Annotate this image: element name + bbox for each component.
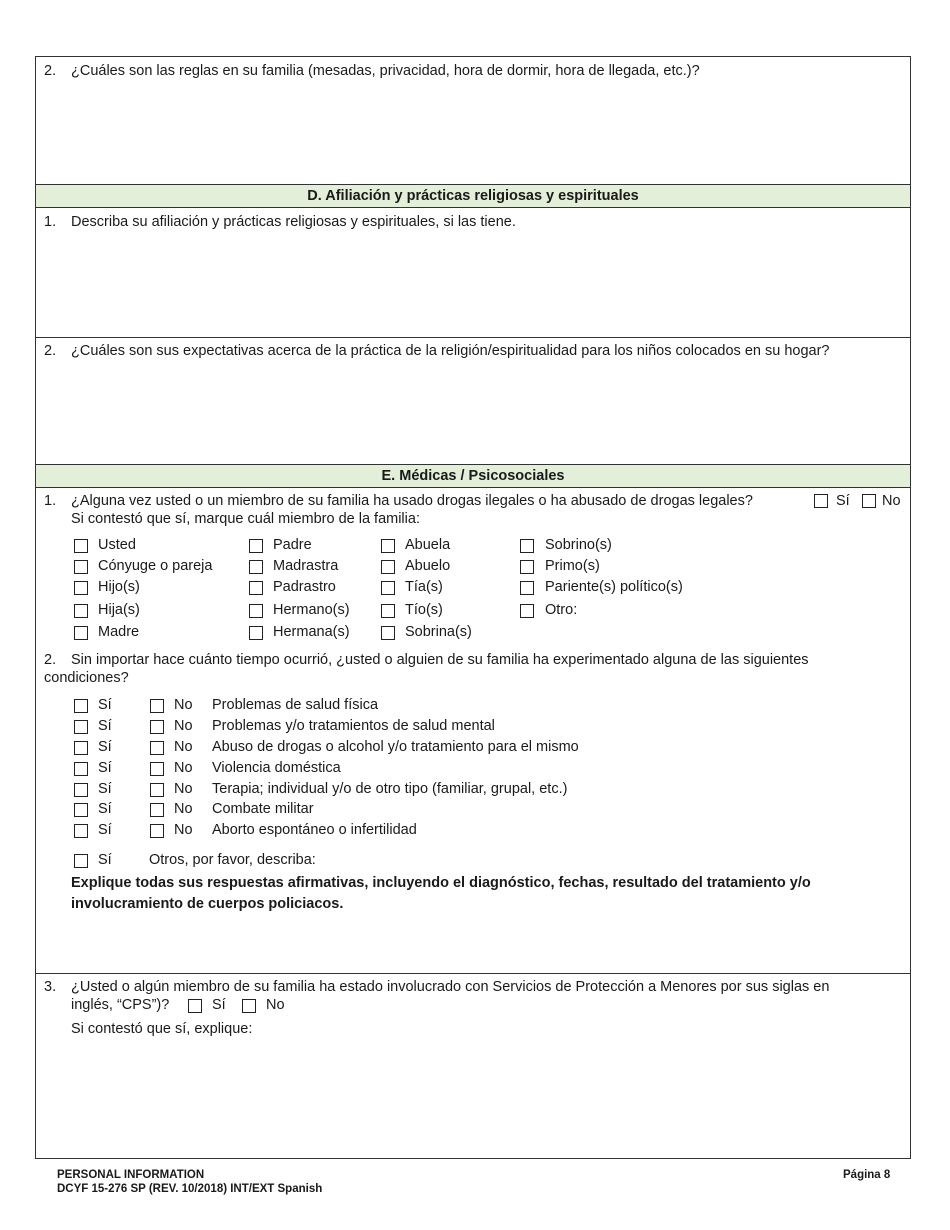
member-checkbox-usted[interactable] [74,539,88,553]
yes-label: Sí [98,697,112,713]
condition-no-checkbox[interactable] [150,699,164,713]
question-family-rules: ¿Cuáles son las reglas en su familia (mesadas, privacidad, hora de dormir, hora de llegada, etc.)? [71,63,700,79]
answer-area-family-rules[interactable] [44,85,902,181]
member-label: Sobrina(s) [405,624,472,640]
member-label: Cónyuge o pareja [98,558,213,574]
condition-yes-checkbox[interactable] [74,783,88,797]
question-conditions-line2: condiciones? [44,670,129,686]
member-label: Madrastra [273,558,339,574]
member-checkbox-parientes-politicos[interactable] [520,581,534,595]
section-d-header: D. Afiliación y prácticas religiosas y espirituales [36,184,910,208]
condition-yes-checkbox[interactable] [74,720,88,734]
yes-label: Sí [98,852,112,868]
member-checkbox-madrastra[interactable] [249,560,263,574]
condition-yes-checkbox[interactable] [74,803,88,817]
divider [36,973,910,974]
condition-label: Problemas y/o tratamientos de salud mental [212,718,495,734]
member-label: Tía(s) [405,579,443,595]
no-label: No [174,718,193,734]
yes-label: Sí [98,760,112,776]
member-checkbox-hijos[interactable] [74,581,88,595]
condition-no-checkbox[interactable] [150,824,164,838]
no-label: No [266,997,285,1013]
answer-area-conditions[interactable] [44,917,902,969]
member-label: Madre [98,624,140,640]
member-label: Pariente(s) político(s) [545,579,683,595]
member-checkbox-tias[interactable] [381,581,395,595]
drug-use-followup: Si contestó que sí, marque cuál miembro de la familia: [71,511,420,527]
no-label: No [174,697,193,713]
member-label: Padre [273,537,312,553]
member-checkbox-padre[interactable] [249,539,263,553]
condition-label: Combate militar [212,801,314,817]
member-checkbox-conyuge[interactable] [74,560,88,574]
member-checkbox-otro[interactable] [520,604,534,618]
member-checkbox-sobrinas[interactable] [381,626,395,640]
yes-label: Sí [98,718,112,734]
condition-yes-checkbox[interactable] [74,741,88,755]
member-label: Primo(s) [545,558,600,574]
answer-area-religious-affiliation[interactable] [44,235,902,333]
page-number: Página 8 [843,1169,891,1181]
question-number: 1. [44,214,57,230]
answer-area-religion-expectations[interactable] [44,365,902,461]
question-number: 3. [44,979,57,995]
question-cps-line1: ¿Usted o algún miembro de su familia ha estado involucrado con Servicios de Protección a Menores por sus siglas en [71,979,830,995]
member-label: Tío(s) [405,602,443,618]
condition-no-checkbox[interactable] [150,720,164,734]
condition-no-checkbox[interactable] [150,803,164,817]
no-label: No [174,739,193,755]
cps-yes-checkbox[interactable] [188,999,202,1013]
question-number: 1. [44,493,57,509]
member-checkbox-padrastro[interactable] [249,581,263,595]
question-number: 2. [44,652,57,668]
question-number: 2. [44,63,57,79]
question-conditions-line1: Sin importar hace cuánto tiempo ocurrió, ¿usted o alguien de su familia ha experimentado alguna de las siguientes [71,652,809,668]
condition-no-checkbox[interactable] [150,762,164,776]
member-label: Hija(s) [98,602,140,618]
condition-label: Violencia doméstica [212,760,341,776]
drug-use-yes-checkbox[interactable] [814,494,828,508]
section-e-header: E. Médicas / Psicosociales [36,464,910,488]
condition-yes-checkbox[interactable] [74,824,88,838]
condition-yes-checkbox[interactable] [74,699,88,713]
other-conditions-label: Otros, por favor, describa: [149,852,316,868]
member-label: Otro: [545,602,578,618]
question-number: 2. [44,343,57,359]
condition-no-checkbox[interactable] [150,783,164,797]
footer-form-id: DCYF 15-276 SP (REV. 10/2018) INT/EXT Spanish [57,1183,323,1195]
member-checkbox-primos[interactable] [520,560,534,574]
no-label: No [174,801,193,817]
member-label: Hijo(s) [98,579,140,595]
question-cps-line2: inglés, “CPS”)? [71,997,170,1013]
member-label: Usted [98,537,136,553]
member-checkbox-abuelo[interactable] [381,560,395,574]
no-label: No [174,760,193,776]
no-label: No [174,822,193,838]
member-label: Padrastro [273,579,336,595]
other-conditions-yes-checkbox[interactable] [74,854,88,868]
no-label: No [882,493,901,509]
member-checkbox-abuela[interactable] [381,539,395,553]
condition-yes-checkbox[interactable] [74,762,88,776]
yes-label: Sí [836,493,850,509]
condition-label: Abuso de drogas o alcohol y/o tratamiento para el mismo [212,739,579,755]
member-checkbox-madre[interactable] [74,626,88,640]
condition-label: Problemas de salud física [212,697,379,713]
member-checkbox-hermanos[interactable] [249,604,263,618]
cps-no-checkbox[interactable] [242,999,256,1013]
answer-area-cps[interactable] [44,1043,902,1151]
yes-label: Sí [98,739,112,755]
explain-instructions-line1: Explique todas sus respuestas afirmativas, incluyendo el diagnóstico, fechas, resultado del tratamiento y/o [71,875,811,891]
condition-label: Terapia; individual y/o de otro tipo (familiar, grupal, etc.) [212,781,568,797]
member-label: Abuela [405,537,451,553]
question-religion-expectations: ¿Cuáles son sus expectativas acerca de la práctica de la religión/espiritualidad para los niños colocados en su hogar? [71,343,830,359]
question-drug-use: ¿Alguna vez usted o un miembro de su familia ha usado drogas ilegales o ha abusado de drogas legales? [71,493,753,509]
yes-label: Sí [98,822,112,838]
explain-instructions-line2: involucramiento de cuerpos policiacos. [71,896,344,912]
member-label: Hermano(s) [273,602,350,618]
member-checkbox-hijas[interactable] [74,604,88,618]
yes-label: Sí [98,781,112,797]
member-label: Sobrino(s) [545,537,612,553]
condition-no-checkbox[interactable] [150,741,164,755]
drug-use-no-checkbox[interactable] [862,494,876,508]
yes-label: Sí [212,997,226,1013]
question-religious-affiliation: Describa su afiliación y prácticas religiosas y espirituales, si las tiene. [71,214,516,230]
condition-label: Aborto espontáneo o infertilidad [212,822,417,838]
member-label: Hermana(s) [273,624,350,640]
member-checkbox-tios[interactable] [381,604,395,618]
no-label: No [174,781,193,797]
divider [36,337,910,338]
member-checkbox-sobrinos[interactable] [520,539,534,553]
footer-title: PERSONAL INFORMATION [57,1169,205,1181]
form-frame [35,56,911,1159]
member-label: Abuelo [405,558,451,574]
member-checkbox-hermanas[interactable] [249,626,263,640]
yes-label: Sí [98,801,112,817]
cps-followup: Si contestó que sí, explique: [71,1021,253,1037]
